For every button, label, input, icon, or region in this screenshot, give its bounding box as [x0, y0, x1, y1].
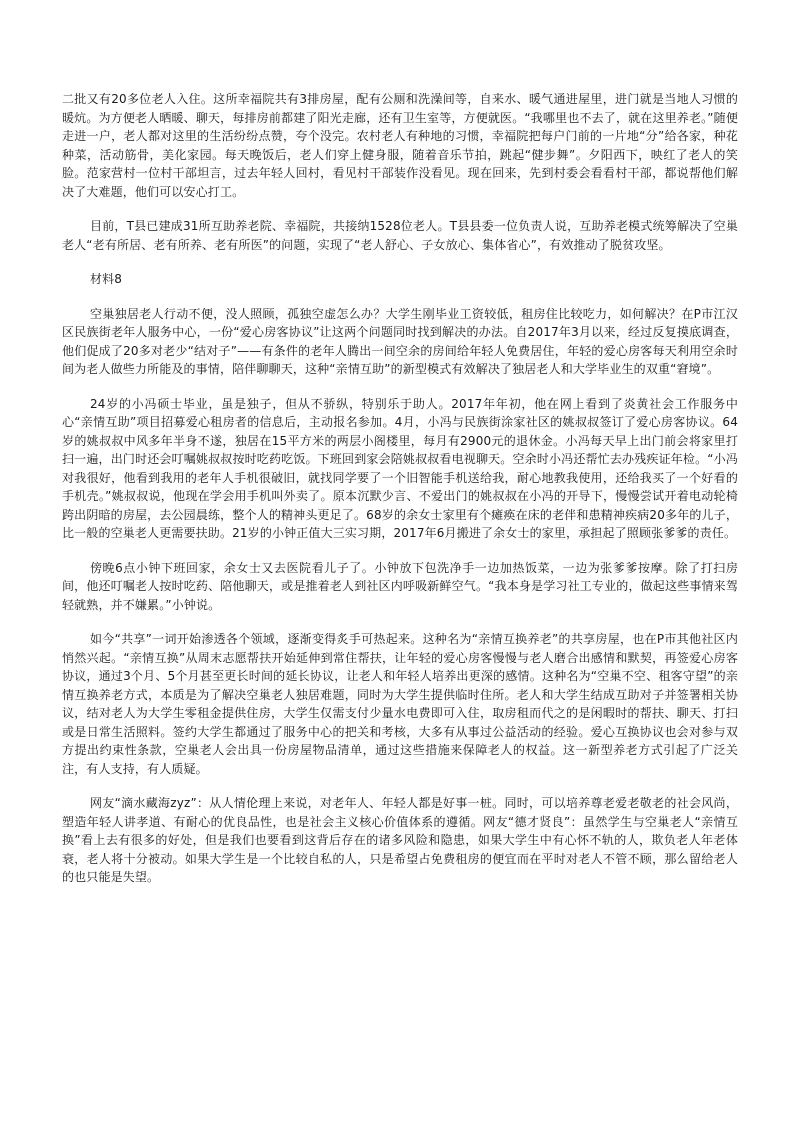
paragraph-3: 空巢独居老人行动不便，没人照顾，孤独空虚怎么办？大学生刚毕业工资较低，租房住比较吃力，如何解决？在P市江汉区民族街老年人服务中心，一份“爱心房客协议”让这两个问题同时找到解决的办法。自2017年3月以来，经过反复摸底调查，他们促成了20多对老少“结对子”——有条件的老年人腾出一间空余的房间给年轻人免费居住，年轻的爱心房客每天利用空余时间为老人做些力所能及的事情，陪伴聊聊天，这种“亲情互助”的新型模式有效解决了独居老人和大学毕业生的双重“窘境”。	[62, 306, 738, 376]
paragraph-1: 二批又有20多位老人入住。这所幸福院共有3排房屋，配有公厕和洗澡间等，自来水、暖气通进屋里，进门就是当地人习惯的暖炕。为方便老人晒暖、聊天，每排房前都建了阳光走廊，还有卫生室等，方便就医。“我哪里也不去了，就在这里养老。”随便走进一户，老人都对这里的生活纷纷点赞，夸个没完。农村老人有种地的习惯，幸福院把每户门前的一片地“分”给各家，种花种菜，活动筋骨，美化家园。每天晚饭后，老人们穿上健身服，随着音乐节拍，跳起“健步舞”。夕阳西下，映红了老人的笑脸。范家营村一位村干部坦言，过去年轻人回村，看见村干部装作没看见。现在回来，先到村委会看看村干部，都说帮他们解决了大难题，他们可以安心打工。	[62, 92, 738, 199]
paragraph-4: 24岁的小冯硕士毕业，虽是独子，但从不骄纵，特别乐于助人。2017年年初，他在网上看到了炎黄社会工作服务中心“亲情互助”项目招募爱心租房者的信息后，主动报名参加。4月，小冯与民族街涂家社区的姚叔叔签订了爱心房客协议。64岁的姚叔叔中风多年半身不遂，独居在15平方米的两层小阁楼里，每月有2900元的退休金。小冯每天早上出门前会将家里打扫一遍，出门时还会叮嘱姚叔叔按时吃药吃饭。下班回到家会陪姚叔叔看电视聊天。空余时小冯还帮忙去办残疾证年检。“小冯对我很好，他看到我用的老年人手机很破旧，就找同学要了一个旧智能手机送给我，耐心地教我使用，还给我买了一个好看的手机壳。”姚叔叔说，他现在学会用手机叫外卖了。原本沉默少言、不爱出门的姚叔叔在小冯的开导下，慢慢尝试开着电动轮椅跨出阴暗的房屋，去公园晨练，整个人的精神头更足了。68岁的余女士家里有个瘫痪在床的老伴和患精神疾病20多年的儿子，比一般的空巢老人更需要扶助。21岁的小钟正值大三实习期，2017年6月搬进了余女士的家里，承担起了照顾张爹爹的责任。	[62, 396, 738, 540]
section-heading-material-8: 材料8	[90, 272, 123, 286]
paragraph-6: 如今“共享”一词开始渗透各个领域，逐渐变得炙手可热起来。这种名为“亲情互换养老”的共享房屋，也在P市其他社区内悄然兴起。“亲情互换”从周末志愿帮扶开始延伸到常住帮扶，让年轻的爱心房客慢慢与老人磨合出感情和默契，再签爱心房客协议，通过3个月、5个月甚至更长时间的延长协议，让老人和年轻人培养出更深的感情。这种名为“空巢不空、租客守望”的亲情互换养老方式，本质是为了解决空巢老人独居难题，同时为大学生提供临时住所。老人和大学生结成互助对子并签署相关协议，结对老人为大学生零租金提供住房，大学生仅需支付少量水电费即可入住，取房租而代之的是闲暇时的帮扶、聊天、打扫或是日常生活照料。签约大学生都通过了服务中心的把关和考核，大多有从事过公益活动的经验。爱心互换协议也会对参与双方提出约束性条款，空巢老人会出具一份房屋物品清单，通过这些措施来保障老人的权益。这一新型养老方式引起了广泛关注，有人支持，有人质疑。	[62, 632, 738, 776]
paragraph-7: 网友“滴水藏海zyz”：从人情伦理上来说，对老年人、年轻人都是好事一桩。同时，可以培养尊老爱老敬老的社会风尚，塑造年轻人讲孝道、有耐心的优良品性，也是社会主义核心价值体系的遵循。网友“德才贤良”：虽然学生与空巢老人“亲情互换”看上去有很多的好处，但是我们也要看到这背后存在的诸多风险和隐患，如果大学生中有心怀不轨的人，欺负老人年老体衰，老人将十分被动。如果大学生是一个比较自私的人，只是希望占免费租房的便宜而在平时对老人不管不顾，那么留给老人的也只能是失望。	[62, 796, 738, 884]
document-page	[62, 90, 738, 903]
paragraph-5: 傍晚6点小钟下班回家，余女士又去医院看儿子了。小钟放下包洗净手一边加热饭菜，一边为张爹爹按摩。除了打扫房间，他还叮嘱老人按时吃药、陪他聊天，或是推着老人到社区内呼吸新鲜空气。“我本身是学习社工专业的，做起这些事情来驾轻就熟，并不嫌累。”小钟说。	[62, 560, 738, 612]
paragraph-2: 目前，T县已建成31所互助养老院、幸福院，共接纳1528位老人。T县县委一位负责人说，互助养老模式统筹解决了空巢老人“老有所居、老有所养、老有所医”的问题，实现了“老人舒心、子女放心、集体省心”，有效推动了脱贫攻坚。	[62, 219, 738, 252]
